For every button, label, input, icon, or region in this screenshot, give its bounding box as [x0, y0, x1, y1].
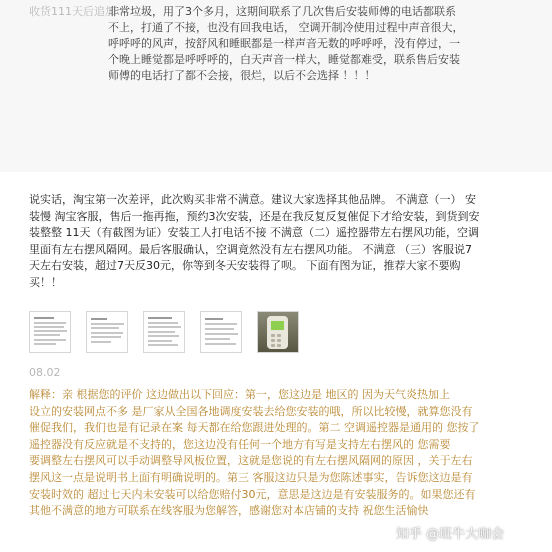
zhihu-watermark: 知乎 @班牛大咖会 — [396, 527, 505, 542]
followup-review-block — [0, 0, 552, 172]
review-photo-list — [29, 311, 329, 361]
review-photo-3[interactable] — [143, 311, 185, 353]
review-date: 08.02 — [29, 366, 61, 379]
followup-label: 收货111天后追加： — [29, 5, 127, 18]
seller-reply-text: 解释：亲 根据您的评价 这边做出以下回应：第一，您这边是 地区的 因为天气炎热加上 设立的安装网点不多 是厂家从全国各地调度安装去给您安装的哦，所以比较慢，就算您没有 催促我们，我们也是有记录在案 每天都在给您跟进处理的。第二 空调遥控器是通用的 您按了 遥控器没有反应就是不支持的，您这边没有任何一个地方有写是支持左右摆风的 您需要 要调整左右摆风可以手动调整导风板位置，这就是您说的有左右摆风隔网的原因 ，关于左右 摆风这一点是说明书上面有明确说明的。第三 客服这边只是为您陈述事实，告诉您这边是有 安装时效的 超过七天内未安装可以给您赔付30元，意思是这边是有安装服务的。如果您还有 其他不满意的地方可联系在线客服为您解答，感谢您对本店铺的支持 祝您生活愉快 — [29, 388, 480, 518]
review-photo-5[interactable] — [257, 311, 299, 353]
review-photo-2[interactable] — [86, 311, 128, 353]
review-photo-1[interactable] — [29, 311, 71, 353]
followup-text: 非常垃圾，用了3个多月，这期间联系了几次售后安装师傅的电话都联系 不上，打通了不接，也没有回我电话， 空调开制冷使用过程中声音很大， 呼呼呼的风声，按舒风和睡眠都是一样声音无数的呼呼呼，没有停过，一 个晚上睡觉都是呼呼呼的，白天声音一样大，睡觉都难受，联系售后安装 师傅的电话打了都不会接，很烂，以后不会选择 ！！！ — [108, 5, 464, 82]
review-text: 说实话，淘宝第一次差评，此次购买非常不满意。建议大家选择其他品牌。 不满意（一） 安 装慢 淘宝客服，售后一拖再拖，预约3次安装，还是在我反复反复催促下才给安装，到货到安 装整整 11天（有截图为证）安装工人打电话不接 不满意（二）遥控器带左右摆风功能，空调 里面有左右摆风隔网。最后客服确认，空调竟然没有左右摆风功能。 不满意 （三）客服说7 天左右安装，超过7天反30元，你等到冬天安装得了呗。 下面有图为证，推荐大家不要购 买！！ — [29, 193, 480, 289]
review-photo-4[interactable] — [200, 311, 242, 353]
